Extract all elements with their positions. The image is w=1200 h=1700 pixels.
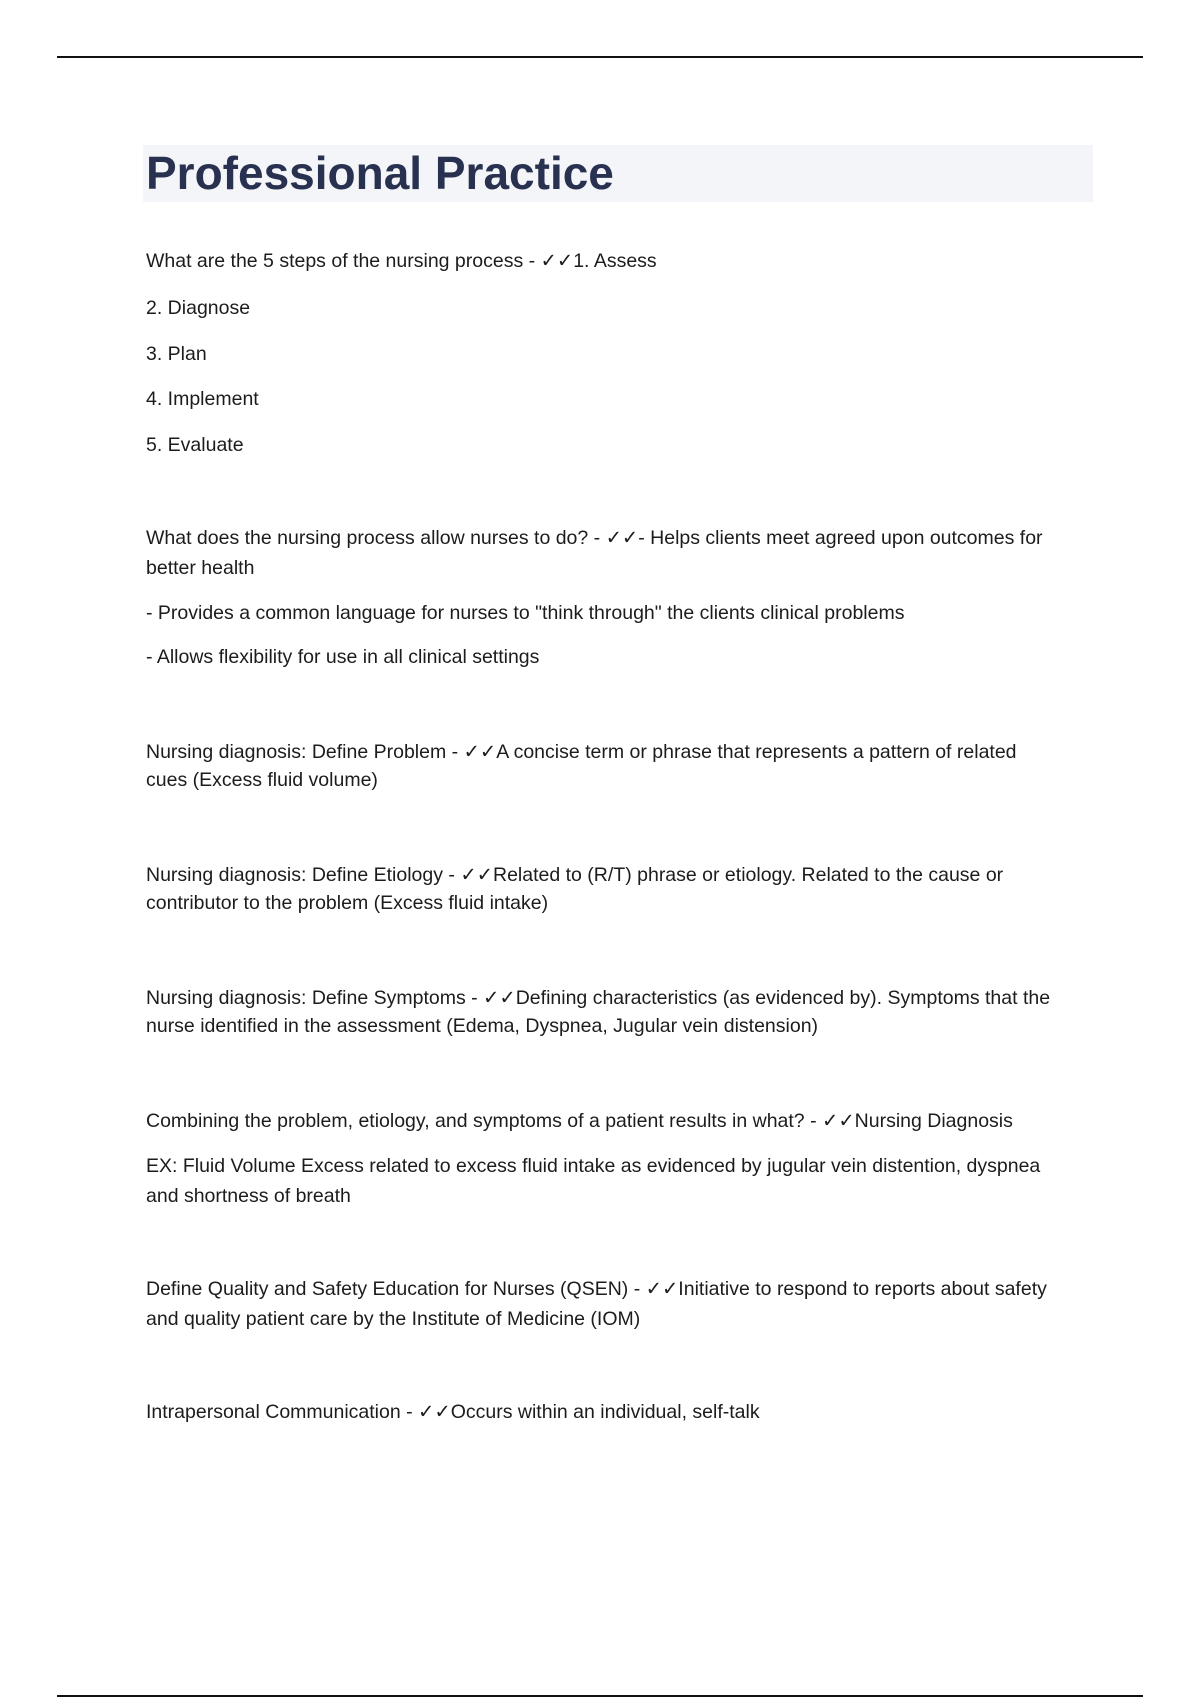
page-title: Professional Practice <box>146 147 614 199</box>
qa-1-line-4: 4. Implement <box>146 388 259 410</box>
qa-1-line-5: 5. Evaluate <box>146 434 244 456</box>
qa-4-line-2: contributor to the problem (Excess fluid intake) <box>146 892 549 914</box>
qa-6-line-1: Combining the problem, etiology, and symptoms of a patient results in what? - ✓✓Nursing Diagnosis <box>146 1110 1013 1132</box>
qa-2-line-4: - Allows flexibility for use in all clinical settings <box>146 646 540 668</box>
qa-2-line-3: - Provides a common language for nurses to "think through" the clients clinical problems <box>146 602 905 624</box>
qa-7-line-2: and quality patient care by the Institute of Medicine (IOM) <box>146 1308 641 1330</box>
qa-2-line-1: What does the nursing process allow nurses to do? - ✓✓- Helps clients meet agreed upon outcomes for <box>146 527 1043 549</box>
qa-3-line-2: cues (Excess fluid volume) <box>146 769 378 791</box>
top-rule <box>57 56 1143 58</box>
qa-6-line-3: and shortness of breath <box>146 1185 351 1207</box>
qa-2-line-2: better health <box>146 557 255 579</box>
qa-5-line-1: Nursing diagnosis: Define Symptoms - ✓✓Defining characteristics (as evidenced by). Symptoms that the <box>146 987 1051 1009</box>
qa-3-line-1: Nursing diagnosis: Define Problem - ✓✓A concise term or phrase that represents a pattern of related <box>146 741 1017 763</box>
qa-7-line-1: Define Quality and Safety Education for Nurses (QSEN) - ✓✓Initiative to respond to reports about safety <box>146 1278 1047 1300</box>
qa-1-line-3: 3. Plan <box>146 343 207 365</box>
qa-5-line-2: nurse identified in the assessment (Edema, Dyspnea, Jugular vein distension) <box>146 1015 819 1037</box>
qa-8-line-1: Intrapersonal Communication - ✓✓Occurs within an individual, self-talk <box>146 1401 760 1423</box>
qa-6-line-2: EX: Fluid Volume Excess related to excess fluid intake as evidenced by jugular vein distention, dyspnea <box>146 1155 1041 1177</box>
qa-1-line-1: What are the 5 steps of the nursing process - ✓✓1. Assess <box>146 250 657 272</box>
qa-4-line-1: Nursing diagnosis: Define Etiology - ✓✓Related to (R/T) phrase or etiology. Related to the cause or <box>146 864 1004 886</box>
qa-1-line-2: 2. Diagnose <box>146 297 251 319</box>
bottom-rule <box>57 1695 1143 1697</box>
